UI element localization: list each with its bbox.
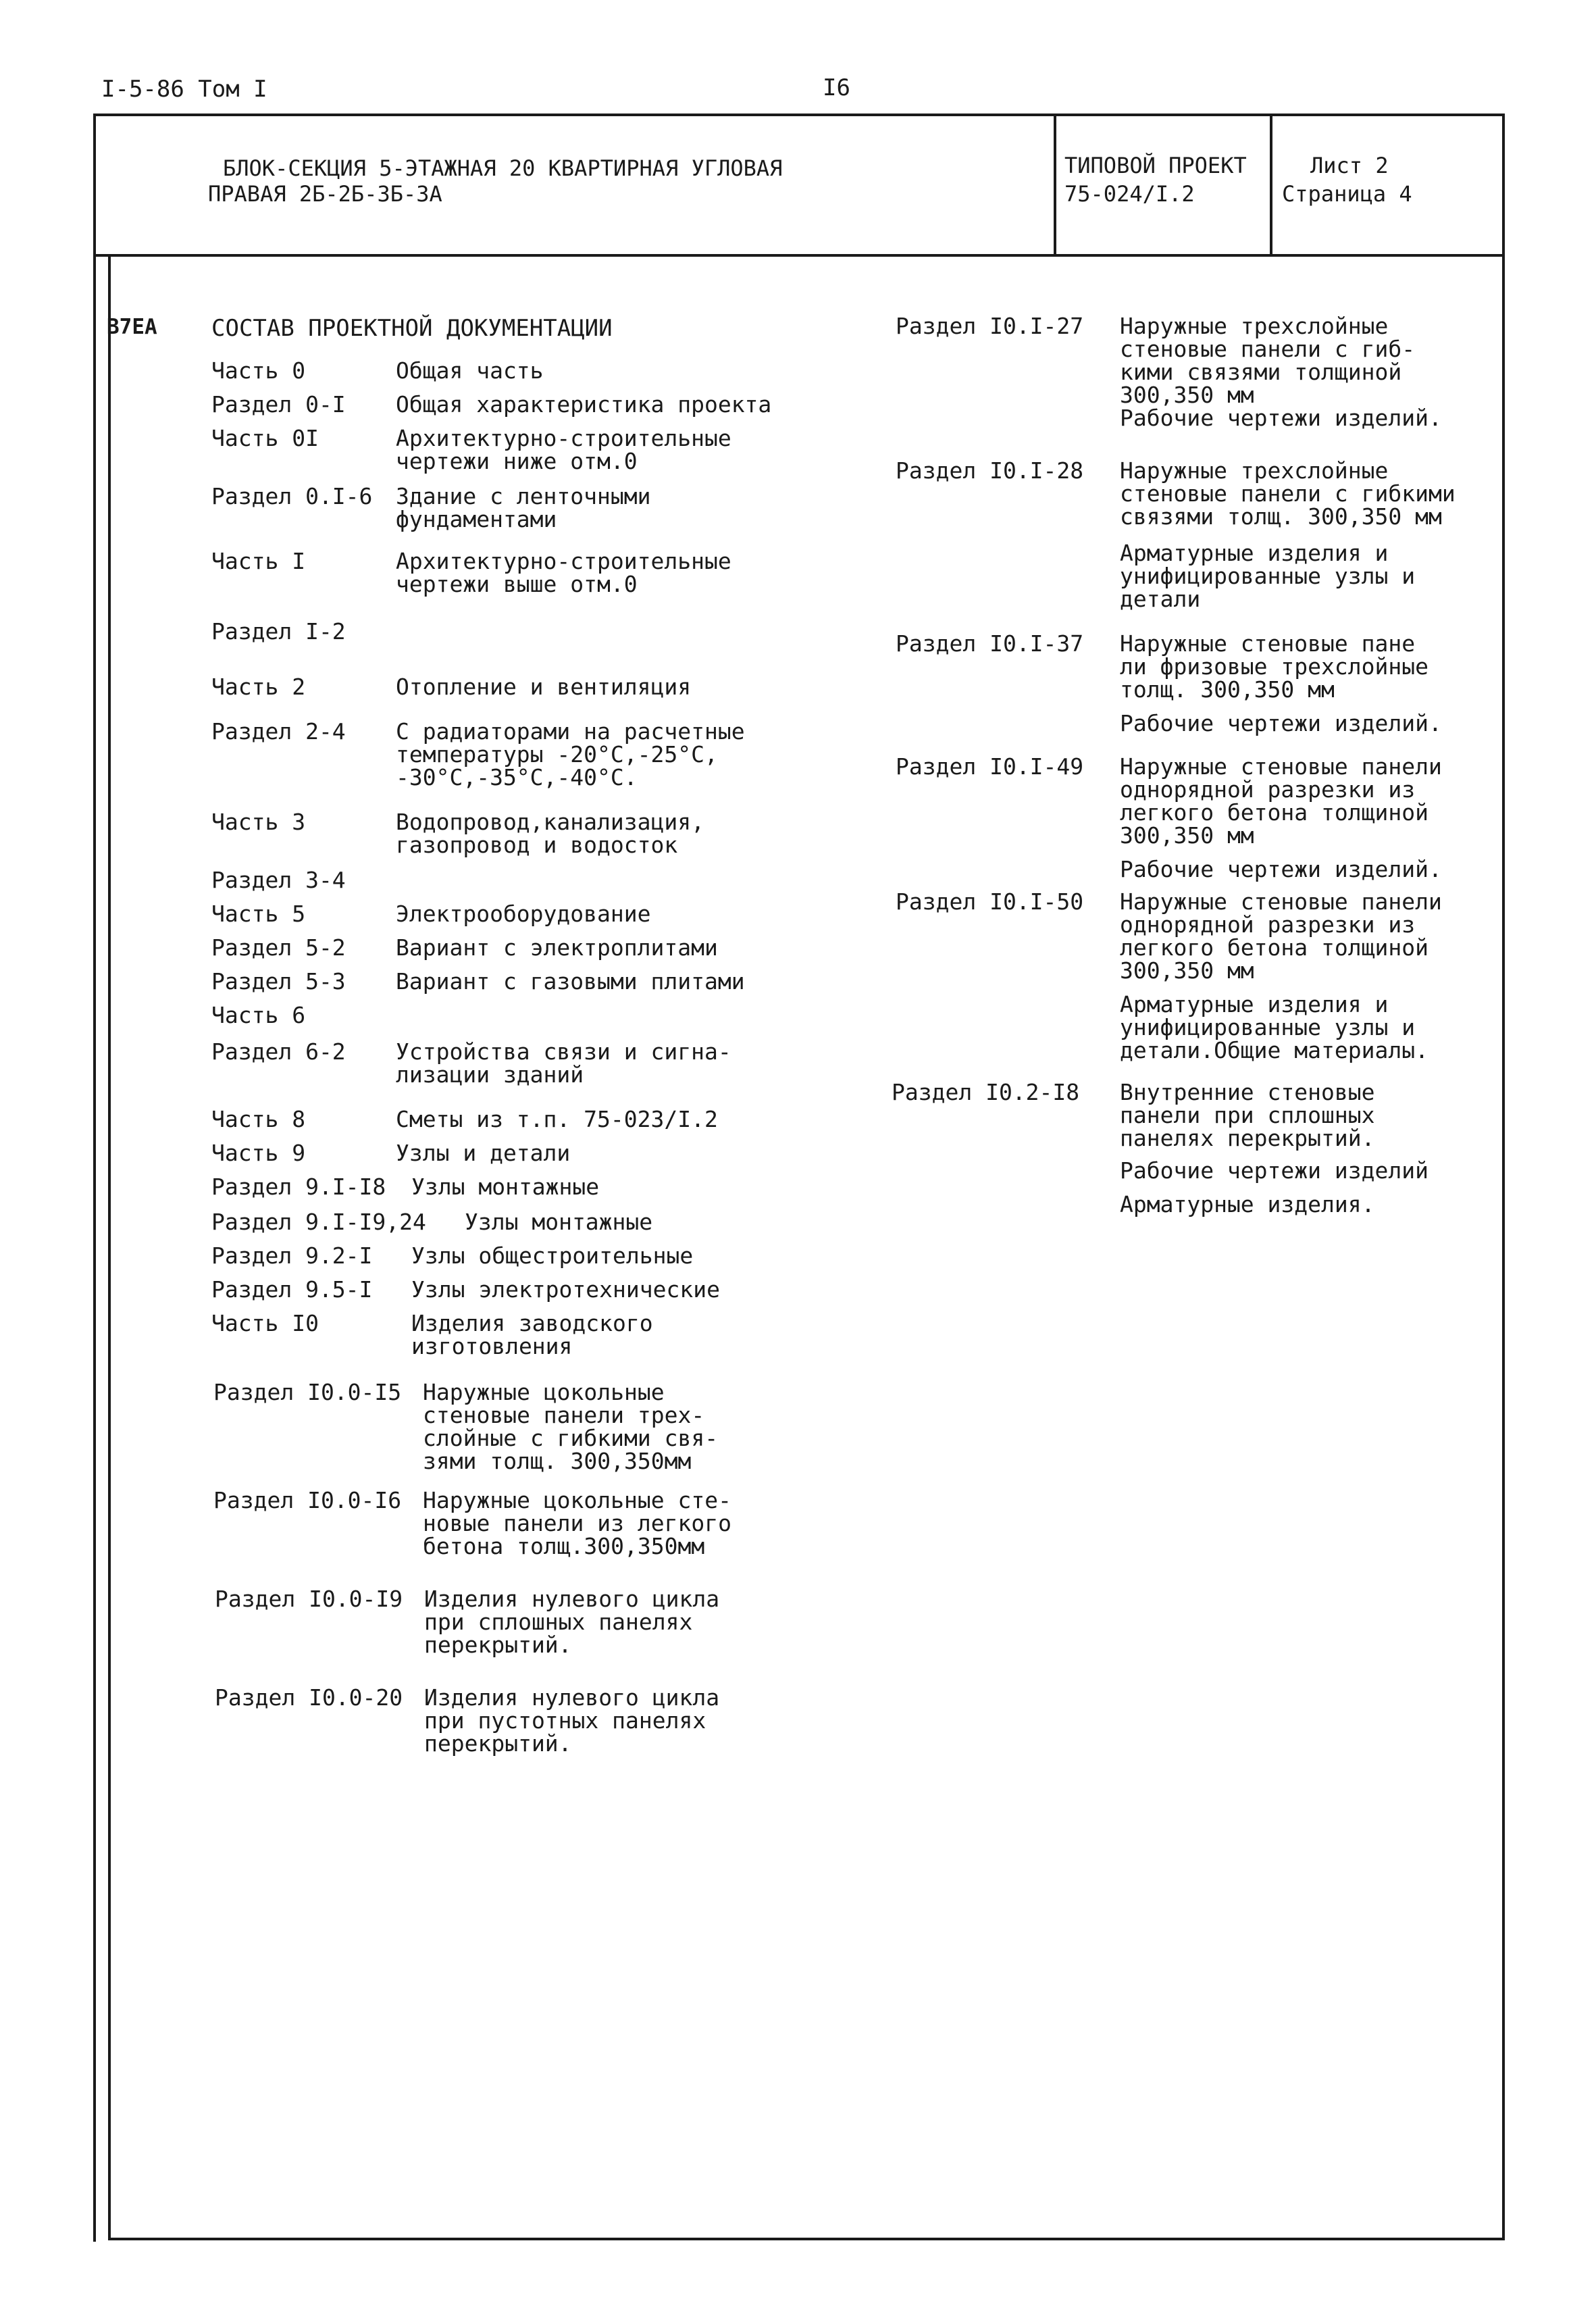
entry-description: Узлы и детали — [396, 1140, 571, 1166]
entry-label: Часть 5 — [211, 901, 306, 927]
entry-note: Рабочие чертежи изделий. — [1120, 710, 1442, 736]
entry-label: Раздел I0.I-37 — [896, 630, 1084, 657]
entry-description: Общая характеристика проекта — [396, 391, 772, 418]
entry-label: Часть 8 — [211, 1106, 306, 1132]
entry-description: Узлы монтажные — [411, 1174, 600, 1200]
page-number: I6 — [823, 74, 850, 101]
entry-label: Раздел 9.2-I — [211, 1242, 373, 1269]
entry-label: Часть 3 — [211, 809, 306, 835]
title-line-2: ПРАВАЯ 2Б-2Б-3Б-3А — [208, 181, 442, 207]
entry-description: Наружные стеновые пане ли фризовые трехслойные толщ. 300,350 мм — [1120, 630, 1428, 703]
entry-description: Узлы электротехнические — [411, 1276, 720, 1303]
entry-label: Раздел 2-4 — [211, 718, 346, 745]
entry-label: Часть I0 — [211, 1310, 319, 1336]
entry-label: Раздел 0-I — [211, 391, 346, 418]
entry-label: Часть 9 — [211, 1140, 306, 1166]
entry-note: Рабочие чертежи изделий — [1120, 1157, 1428, 1184]
sheet-label: Лист 2 — [1310, 153, 1389, 178]
section-heading: СОСТАВ ПРОЕКТНОЙ ДОКУМЕНТАЦИИ — [211, 315, 613, 342]
entry-label: Часть 2 — [211, 674, 306, 700]
entry-description: Отопление и вентиляция — [396, 674, 692, 700]
entry-description: Наружные трехслойные стеновые панели с гиб- кими связями толщиной 300,350 мм Рабочие чертежи изделий. — [1120, 313, 1442, 431]
entry-description: Архитектурно-строительные чертежи выше отм.0 — [396, 548, 731, 597]
entry-label: Раздел I0.0-20 — [215, 1684, 403, 1711]
entry-note: Арматурные изделия и унифицированные узлы и детали — [1120, 540, 1416, 612]
entry-note: Арматурные изделия и унифицированные узлы и детали.Общие материалы. — [1120, 991, 1428, 1063]
entry-note: Арматурные изделия. — [1120, 1191, 1375, 1217]
entry-label: Раздел I0.0-I6 — [213, 1487, 402, 1513]
project-number: 75-024/I.2 — [1064, 181, 1195, 207]
entry-description: Здание с ленточными фундаментами — [396, 483, 651, 532]
entry-description: С радиаторами на расчетные температуры -20°С,-25°С, -30°С,-35°С,-40°С. — [396, 718, 745, 790]
entry-label: Раздел I0.I-27 — [896, 313, 1084, 339]
entry-description: Вариант с газовыми плитами — [396, 968, 745, 995]
entry-label: Раздел 9.5-I — [211, 1276, 373, 1303]
entry-label: Раздел 9.I-I8 — [211, 1174, 386, 1200]
entry-label: Часть 0I — [211, 425, 319, 451]
entry-label: Часть 0 — [211, 357, 306, 384]
entry-description: Наружные стеновые панели однорядной разрезки из легкого бетона толщиной 300,350 мм — [1120, 753, 1442, 849]
entry-description: Сметы из т.п. 75-023/I.2 — [396, 1106, 718, 1132]
entry-description: Электрооборудование — [396, 901, 651, 927]
entry-description: Водопровод,канализация, газопровод и водосток — [396, 809, 704, 858]
entry-label: Раздел 3-4 — [211, 867, 346, 893]
entry-label: Раздел I0.0-I9 — [215, 1586, 403, 1612]
title-line-1: БЛОК-СЕКЦИЯ 5-ЭТАЖНАЯ 20 КВАРТИРНАЯ УГЛОВАЯ — [223, 155, 783, 181]
side-mark: В7ЕА — [107, 315, 157, 339]
entry-description: Наружные трехслойные стеновые панели с гибкими связями толщ. 300,350 мм — [1120, 457, 1456, 530]
entry-description: Архитектурно-строительные чертежи ниже отм.0 — [396, 425, 731, 474]
entry-description: Наружные цокольные сте- новые панели из легкого бетона толщ.300,350мм — [423, 1487, 731, 1559]
entry-note: Рабочие чертежи изделий. — [1120, 856, 1442, 882]
entry-label: Раздел I0.I-28 — [896, 457, 1084, 484]
entry-label: Раздел 5-2 — [211, 934, 346, 961]
entry-label: Раздел I0.I-50 — [896, 888, 1084, 915]
document-code: I-5-86 Том I — [101, 76, 267, 103]
entry-label: Раздел I-2 — [211, 618, 346, 645]
project-label: ТИПОВОЙ ПРОЕКТ — [1064, 153, 1247, 178]
entry-label: Раздел 9.I-I9,24 — [211, 1209, 426, 1235]
entry-description: Изделия нулевого цикла при пустотных панелях перекрытий. — [424, 1684, 720, 1757]
page-label: Страница 4 — [1282, 181, 1412, 207]
entry-description: Вариант с электроплитами — [396, 934, 718, 961]
entry-description: Узлы монтажные — [465, 1209, 653, 1235]
entry-description: Изделия нулевого цикла при сплошных панелях перекрытий. — [424, 1586, 720, 1658]
entry-description: Общая часть — [396, 357, 544, 384]
entry-label: Часть 6 — [211, 1002, 306, 1028]
entry-label: Раздел 5-3 — [211, 968, 346, 995]
entry-description: Узлы общестроительные — [411, 1242, 694, 1269]
entry-description: Наружные цокольные стеновые панели трех- слойные с гибкими свя- зями толщ. 300,350мм — [423, 1379, 719, 1474]
entry-description: Наружные стеновые панели однорядной разрезки из легкого бетона толщиной 300,350 мм — [1120, 888, 1442, 984]
entry-label: Раздел I0.2-I8 — [892, 1079, 1080, 1105]
entry-description: Устройства связи и сигна- лизации зданий — [396, 1038, 731, 1088]
entry-label: Раздел I0.0-I5 — [213, 1379, 402, 1405]
entry-label: Часть I — [211, 548, 306, 574]
entry-label: Раздел 0.I-6 — [211, 483, 373, 509]
entry-label: Раздел 6-2 — [211, 1038, 346, 1065]
entry-description: Внутренние стеновые панели при сплошных панелях перекрытий. — [1120, 1079, 1375, 1151]
entry-description: Изделия заводского изготовления — [411, 1310, 653, 1359]
entry-label: Раздел I0.I-49 — [896, 753, 1084, 780]
